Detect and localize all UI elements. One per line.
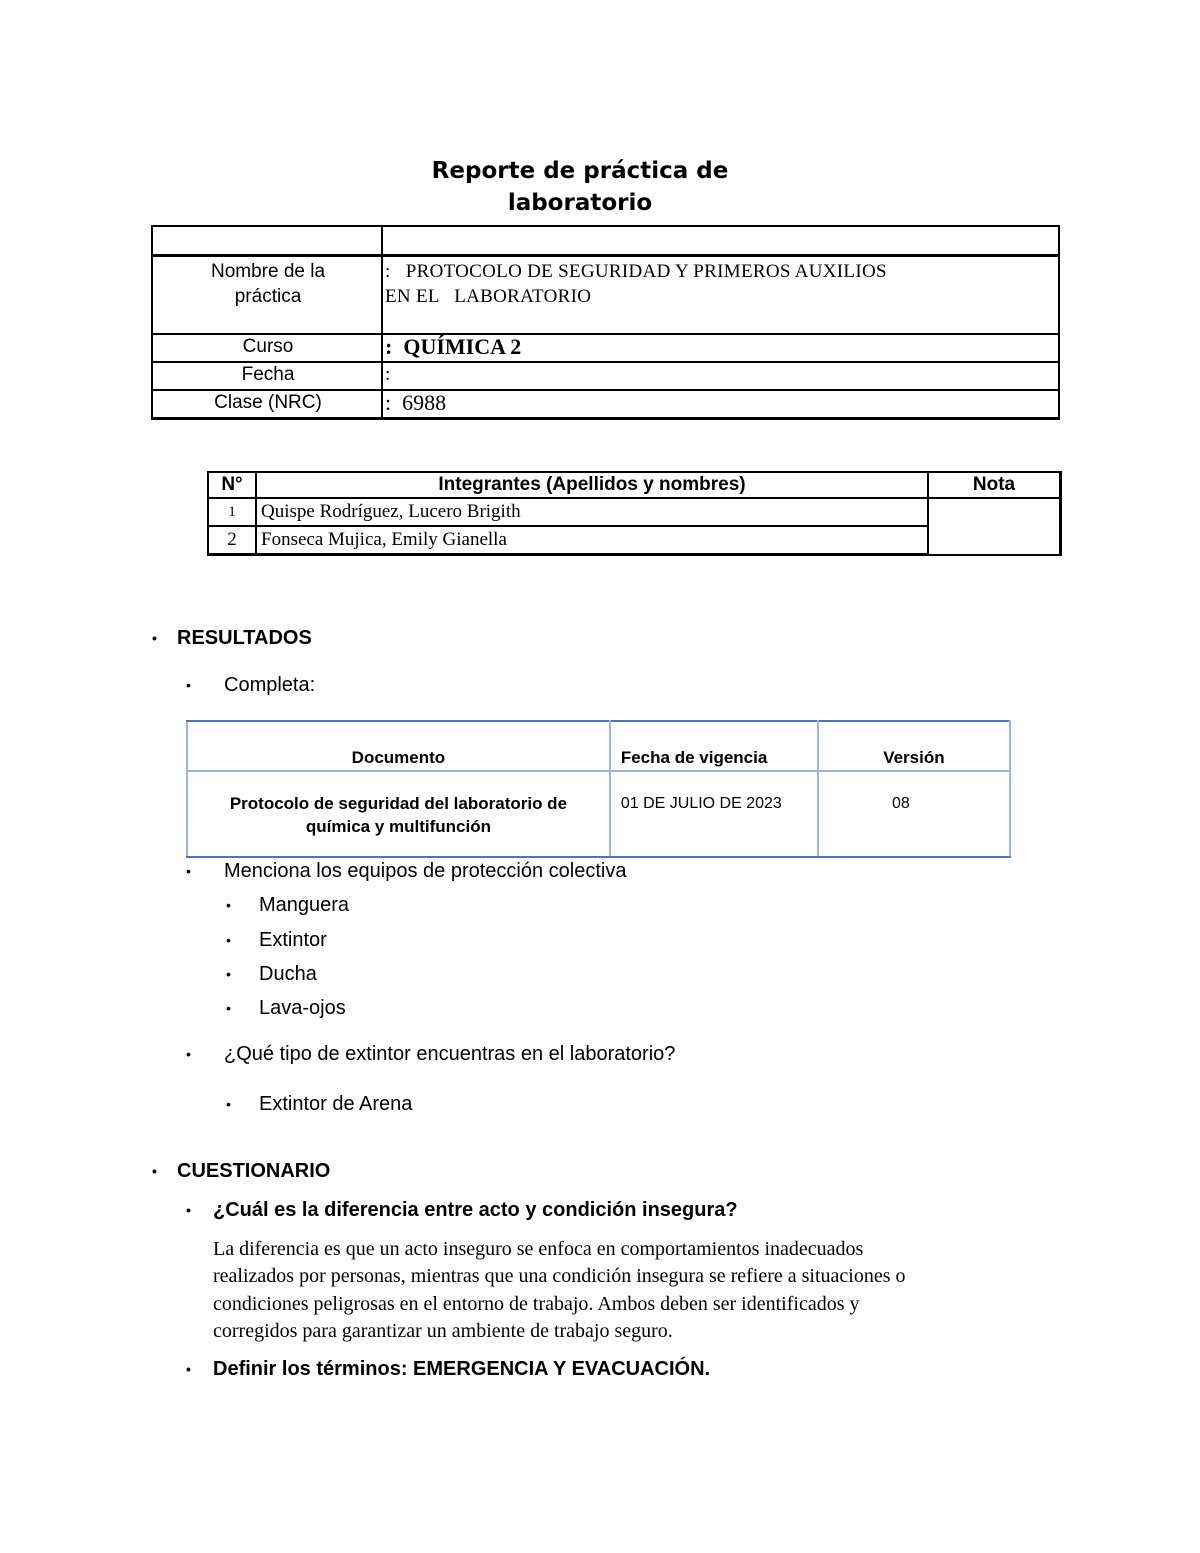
results-heading — [152, 624, 312, 652]
course-row — [152, 334, 1059, 362]
members-header-names: Integrantes (Apellidos y nombres) — [256, 472, 928, 498]
bullet-icon: • — [226, 966, 231, 982]
info-empty-cell — [382, 226, 1059, 256]
practice-name-value — [382, 256, 1059, 335]
bullet-icon: • — [226, 897, 231, 913]
document-table — [186, 720, 1011, 858]
list-item — [226, 960, 317, 988]
class-label: Clase (NRC) — [152, 390, 382, 419]
member-number: 1 — [208, 498, 256, 526]
practice-name-label-line-1: Nombre de la — [210, 261, 326, 282]
answer-line: condiciones peligrosas en el entorno de trabajo. Ambos deben ser identificados y — [213, 1292, 860, 1315]
list-item — [226, 926, 327, 954]
practice-name-value-line-2: EN EL LABORATORIO — [385, 286, 592, 307]
practice-name-value-line-1: : PROTOCOLO DE SEGURIDAD Y PRIMEROS AUXILIOS — [385, 261, 887, 282]
title-line-1: Reporte de práctica de — [431, 158, 729, 184]
members-header-grade: Nota — [928, 472, 1061, 498]
practice-info-table — [151, 225, 1060, 420]
list-item — [186, 1355, 711, 1383]
complete-text: Completa: — [224, 674, 316, 696]
answer-unsafe-act — [213, 1236, 1043, 1345]
members-table — [207, 471, 1062, 556]
date-row — [152, 362, 1059, 390]
validity-date: 01 DE JULIO DE 2023 — [610, 771, 818, 857]
bullet-icon: • — [152, 1163, 157, 1179]
questionnaire-heading-text: CUESTIONARIO — [177, 1160, 331, 1182]
version-value: 08 — [818, 771, 1010, 857]
date-value: : — [382, 362, 1059, 390]
practice-name-row — [152, 256, 1059, 335]
question-emergency-evacuation: Definir los términos: EMERGENCIA Y EVACUACIÓN. — [213, 1358, 711, 1380]
equipment-item: Manguera — [259, 894, 350, 916]
equipment-item: Extintor — [259, 929, 327, 951]
members-header-number: N° — [208, 472, 256, 498]
info-empty-cell — [152, 226, 382, 256]
answer-line: La diferencia es que un acto inseguro se enfoca en comportamientos inadecuados — [213, 1238, 864, 1260]
date-label: Fecha — [152, 362, 382, 390]
extinguisher-answer: Extintor de Arena — [259, 1093, 413, 1115]
info-header-row — [152, 226, 1059, 256]
bullet-icon: • — [226, 1000, 231, 1016]
bullet-icon: • — [226, 1096, 231, 1112]
members-header-row — [208, 472, 1061, 498]
document-name — [187, 771, 610, 857]
course-value: : QUÍMICA 2 — [382, 334, 1059, 362]
list-item — [186, 857, 627, 885]
table-row — [187, 771, 1010, 857]
document-name-line-1: Protocolo de seguridad del laboratorio de — [229, 794, 568, 813]
practice-name-label — [152, 256, 382, 335]
list-item — [186, 1040, 676, 1068]
version-header: Versión — [818, 721, 1010, 771]
results-heading-text: RESULTADOS — [177, 627, 312, 649]
member-name: Quispe Rodríguez, Lucero Brigith — [256, 498, 928, 526]
course-label: Curso — [152, 334, 382, 362]
member-name: Fonseca Mujica, Emily Gianella — [256, 526, 928, 555]
validity-date-header: Fecha de vigencia — [610, 721, 818, 771]
practice-name-label-line-2: práctica — [234, 286, 302, 307]
answer-line: corregidos para garantizar un ambiente de trabajo seguro. — [213, 1319, 673, 1342]
extinguisher-question: ¿Qué tipo de extintor encuentras en el laboratorio? — [224, 1043, 676, 1065]
table-row — [208, 498, 1061, 526]
question-unsafe-act: ¿Cuál es la diferencia entre acto y condición insegura? — [213, 1199, 738, 1221]
equipment-item: Lava-ojos — [259, 997, 346, 1019]
equipment-question: Menciona los equipos de protección colectiva — [224, 860, 627, 882]
document-header: Documento — [187, 721, 610, 771]
list-item — [226, 994, 346, 1022]
member-number: 2 — [208, 526, 256, 555]
list-item — [186, 671, 316, 699]
bullet-icon: • — [226, 932, 231, 948]
document-header-row — [187, 721, 1010, 771]
member-grade-cell — [928, 498, 1061, 555]
class-value: : 6988 — [382, 390, 1059, 419]
answer-line: realizados por personas, mientras que una condición insegura se refiere a situaciones o — [213, 1265, 906, 1288]
equipment-item: Ducha — [259, 963, 317, 985]
class-row — [152, 390, 1059, 419]
questionnaire-heading — [152, 1157, 331, 1185]
bullet-icon: • — [186, 863, 191, 879]
list-item — [186, 1196, 738, 1224]
page-title — [0, 155, 1160, 219]
list-item — [226, 1090, 413, 1118]
title-line-2: laboratorio — [507, 190, 653, 216]
document-name-line-2: química y multifunción — [305, 817, 491, 836]
list-item — [226, 891, 350, 919]
bullet-icon: • — [152, 630, 157, 646]
bullet-icon: • — [186, 677, 191, 693]
bullet-icon: • — [186, 1046, 191, 1062]
bullet-icon: • — [186, 1361, 191, 1377]
bullet-icon: • — [186, 1202, 191, 1218]
